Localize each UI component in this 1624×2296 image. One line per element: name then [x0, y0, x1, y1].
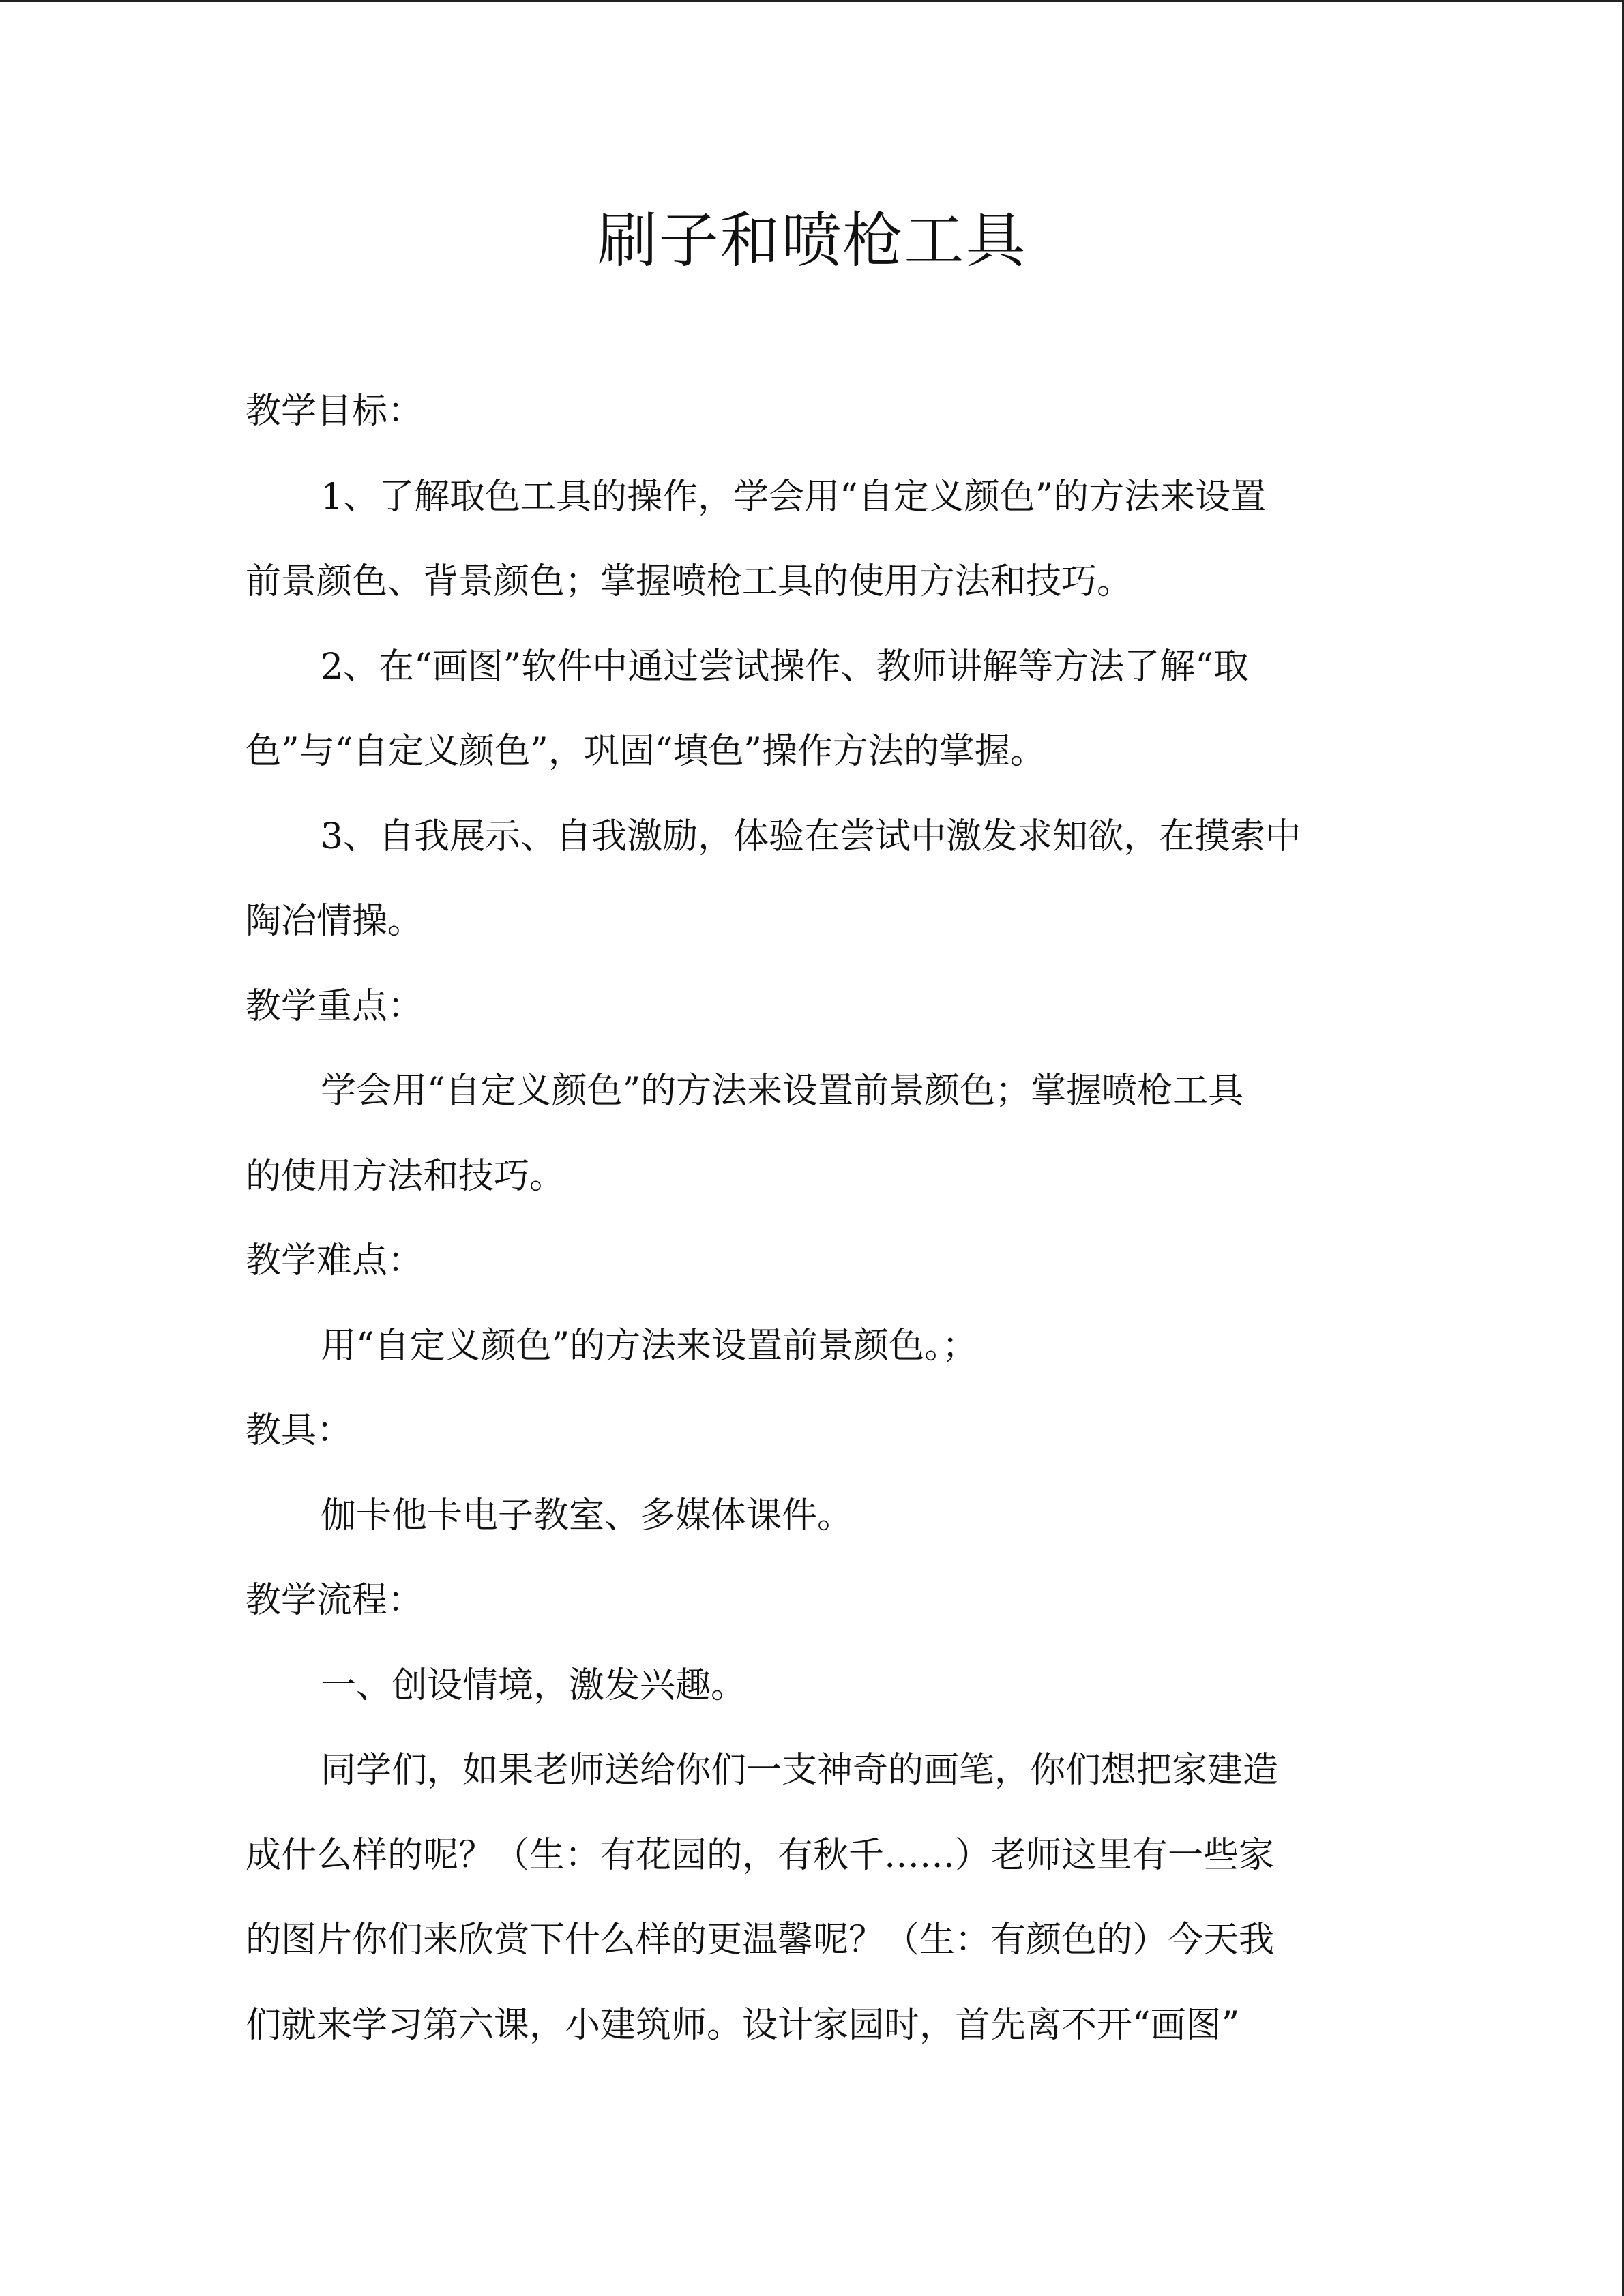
paragraph-line: 学会用“自定义颜色”的方法来设置前景颜色；掌握喷枪工具	[321, 1071, 1244, 1112]
paragraph-line: 前景颜色、背景颜色；掌握喷枪工具的使用方法和技巧。	[246, 561, 1133, 602]
document-title: 刷子和喷枪工具	[597, 205, 1027, 275]
paragraph-line: 的使用方法和技巧。	[246, 1156, 565, 1197]
paragraph-line: 成什么样的呢？（生：有花园的，有秋千……）老师这里有一些家	[246, 1835, 1275, 1876]
paragraph-line: 陶冶情操。	[246, 901, 424, 942]
heading-objectives: 教学目标：	[246, 391, 424, 432]
paragraph-line: 色”与“自定义颜色”，巩固“填色”操作方法的掌握。	[246, 731, 1046, 772]
paragraph-line: 们就来学习第六课，小建筑师。设计家园时，首先离不开“画图”	[246, 2005, 1240, 2046]
paragraph-line: 伽卡他卡电子教室、多媒体课件。	[321, 1495, 853, 1536]
heading-teaching-aids: 教具：	[246, 1410, 353, 1451]
paragraph-line: 3、自我展示、自我激励，体验在尝试中激发求知欲，在摸索中	[321, 816, 1301, 857]
heading-procedure: 教学流程：	[246, 1580, 424, 1621]
paragraph-line: 的图片你们来欣赏下什么样的更温馨呢？（生：有颜色的）今天我	[246, 1920, 1275, 1960]
paragraph-line: 一、创设情境，激发兴趣。	[321, 1665, 747, 1706]
paragraph-line: 1、了解取色工具的操作，学会用“自定义颜色”的方法来设置	[321, 477, 1267, 518]
heading-key-points: 教学重点：	[246, 986, 424, 1027]
paragraph-line: 同学们，如果老师送给你们一支神奇的画笔，你们想把家建造	[321, 1750, 1279, 1791]
paragraph-line: 2、在“画图”软件中通过尝试操作、教师讲解等方法了解“取	[321, 646, 1249, 687]
paragraph-line: 用“自定义颜色”的方法来设置前景颜色。；	[321, 1326, 978, 1367]
heading-difficulties: 教学难点：	[246, 1240, 424, 1281]
